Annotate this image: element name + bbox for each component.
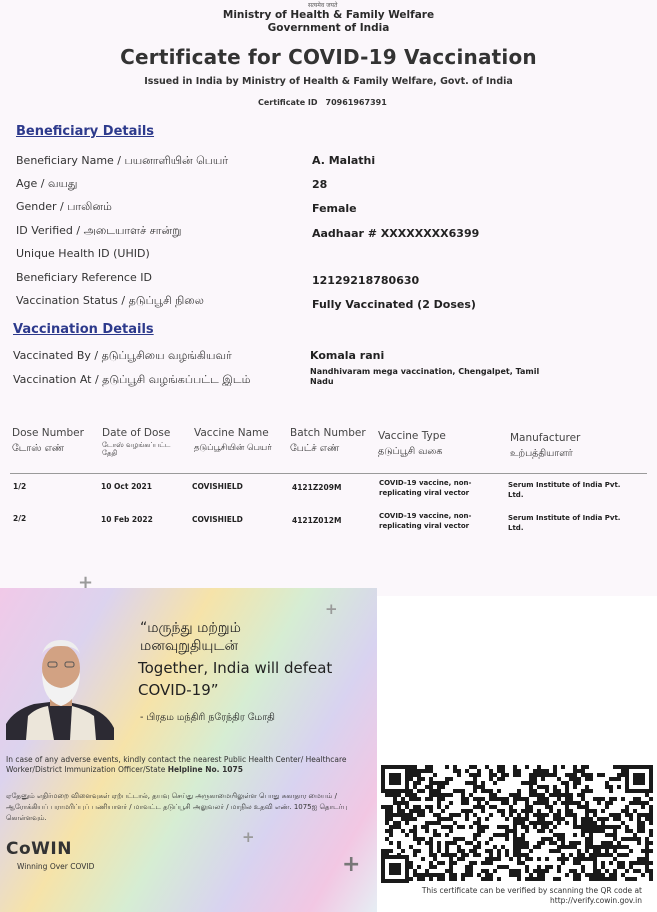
- beneficiary-name-label: Beneficiary Name / பயனாளியின் பெயர்: [16, 154, 229, 167]
- qr-finder-pattern: [381, 765, 409, 793]
- vaccinated-by-value: Komala rani: [310, 349, 385, 362]
- dose-2-vaccine: COVISHIELD: [192, 515, 243, 524]
- th-vaccine-type: [378, 429, 506, 459]
- certificate-id-value: 70961967391: [325, 98, 387, 107]
- dose-2-batch: 4121Z012M: [292, 516, 342, 525]
- decorative-plus-icon: +: [325, 600, 338, 618]
- th-vaccine-type-ta: தடுப்பூசி வகை: [378, 446, 443, 457]
- certificate-id-label: Certificate ID: [258, 98, 318, 107]
- helpline-number: Helpline No. 1075: [167, 765, 243, 774]
- ministry-header: [0, 9, 657, 35]
- national-emblem-text: सत्यमेव जयते: [308, 2, 338, 9]
- age-value: 28: [312, 178, 328, 191]
- dose-1-date: 10 Oct 2021: [101, 482, 152, 491]
- adverse-events-tamil: ஏதேனும் எதிர்மறை விளைவுகள் ஏற்பட்டால், தயவு செய்து அருகாமையிலுள்ள பொது சுகாதார மையம் / ஆரோக்கியப் பராமரிப்புப் பணியாளர் / மாவட்ட தடுப்பூசி அலுவலர் / மாநில உதவி எண். 1075ஐ தொடர்பு கொள்ளவும்.: [6, 792, 348, 822]
- th-batch-number-en: Batch Number: [290, 427, 366, 439]
- qr-code[interactable]: [381, 765, 653, 883]
- beneficiary-name-value: A. Malathi: [312, 154, 376, 167]
- id-verified-label: ID Verified / அடையாளச் சான்று: [16, 224, 182, 237]
- th-vaccine-type-en: Vaccine Type: [378, 430, 446, 442]
- table-header-divider: [10, 473, 647, 474]
- dose-1-vaccine: COVISHIELD: [192, 482, 243, 491]
- certificate-title: Certificate for COVID-19 Vaccination: [120, 45, 537, 69]
- th-date-of-dose: [102, 426, 190, 457]
- decorative-plus-icon: +: [78, 572, 94, 593]
- adverse-events-message: In case of any adverse events, kindly contact the nearest Public Health Center/ Healthcare Worker/District Immunization Officer/State: [6, 755, 347, 774]
- th-dose-number-ta: டோஸ் எண்: [12, 443, 64, 454]
- decorative-plus-icon: +: [342, 852, 361, 877]
- th-dose-number: [12, 426, 100, 456]
- dose-2-number: 2/2: [13, 514, 27, 523]
- reference-id-value: 12129218780630: [312, 274, 420, 287]
- vaccination-at-label: Vaccination At / தடுப்பூசி வழங்கப்பட்ட இடம்: [13, 373, 251, 386]
- quote-attribution: - பிரதம மந்திரி நரேந்திர மோதி: [140, 712, 275, 723]
- verify-instruction: This certificate can be verified by scanning the QR code at http://verify.cowin.gov.in: [421, 886, 642, 905]
- dose-2-manufacturer: Serum Institute of India Pvt. Ltd.: [508, 514, 621, 532]
- qr-finder-pattern: [381, 855, 409, 883]
- quote-english: Together, India will defeat COVID-19”: [138, 659, 333, 699]
- th-vaccine-name: [194, 426, 289, 456]
- vaccination-status-label: Vaccination Status / தடுப்பூசி நிலை: [16, 294, 204, 307]
- quote-tamil: [140, 619, 241, 655]
- beneficiary-section-title: Beneficiary Details: [16, 124, 155, 139]
- vaccination-section-title: Vaccination Details: [13, 322, 154, 337]
- th-batch-number-ta: பேட்ச் எண்: [290, 443, 340, 454]
- certificate-id: [258, 98, 387, 107]
- th-dose-number-en: Dose Number: [12, 427, 84, 439]
- dose-2-date: 10 Feb 2022: [101, 515, 153, 524]
- th-manufacturer-ta: உற்பத்தியாளர்: [510, 448, 573, 459]
- government-name: Government of India: [267, 22, 390, 34]
- quote-tamil-line2: மனவுறுதியுடன்: [140, 638, 239, 654]
- vaccination-at-value: Nandhivaram mega vaccination, Chengalpet, Tamil Nadu: [310, 367, 540, 386]
- dose-1-manufacturer: Serum Institute of India Pvt. Ltd.: [508, 481, 621, 499]
- quote-tamil-line1: “மருந்து மற்றும்: [140, 620, 241, 636]
- ministry-name: Ministry of Health & Family Welfare: [222, 9, 435, 21]
- th-batch-number: [290, 426, 376, 456]
- dose-1-batch: 4121Z209M: [292, 483, 342, 492]
- issued-by: Issued in India by Ministry of Health & Family Welfare, Govt. of India: [144, 76, 513, 87]
- reference-id-label: Beneficiary Reference ID: [16, 271, 152, 284]
- th-vaccine-name-ta: தடுப்பூசியின் பெயர்: [194, 443, 272, 453]
- prime-minister-portrait: [6, 632, 114, 740]
- th-date-of-dose-en: Date of Dose: [102, 427, 171, 439]
- th-manufacturer-en: Manufacturer: [510, 432, 581, 444]
- th-manufacturer: [510, 431, 640, 461]
- th-date-of-dose-ta: டோஸ் வழங்கப்பட்ட தேதி: [102, 441, 171, 457]
- dose-1-type: COVID-19 vaccine, non-replicating viral vector: [379, 479, 472, 497]
- age-label: Age / வயது: [16, 177, 78, 190]
- adverse-events-text: [6, 755, 361, 775]
- qr-finder-pattern: [625, 765, 653, 793]
- dose-2-type: COVID-19 vaccine, non-replicating viral vector: [379, 512, 472, 530]
- th-vaccine-name-en: Vaccine Name: [194, 427, 269, 439]
- decorative-plus-icon: +: [242, 828, 255, 846]
- cowin-logo: CoWIN: [6, 839, 72, 859]
- vaccinated-by-label: Vaccinated By / தடுப்பூசியை வழங்கியவர்: [13, 349, 232, 362]
- gender-label: Gender / பாலினம்: [16, 200, 112, 213]
- gender-value: Female: [312, 202, 357, 215]
- cowin-tagline: Winning Over COVID: [17, 862, 95, 871]
- id-verified-value: Aadhaar # XXXXXXXX6399: [312, 227, 480, 240]
- dose-1-number: 1/2: [13, 482, 27, 491]
- uhid-label: Unique Health ID (UHID): [16, 247, 150, 260]
- vaccination-status-value: Fully Vaccinated (2 Doses): [312, 298, 476, 311]
